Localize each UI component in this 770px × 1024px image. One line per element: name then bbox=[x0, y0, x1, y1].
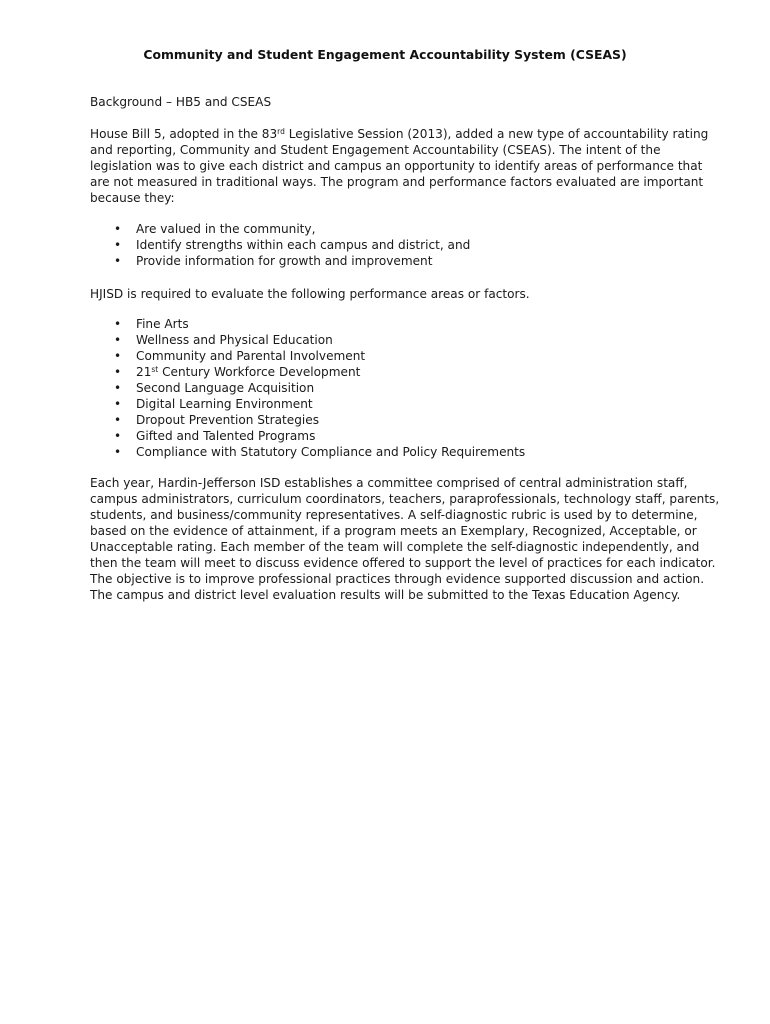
bullet-icon: • bbox=[114, 413, 122, 427]
list-item bbox=[90, 253, 700, 269]
bullet-icon: • bbox=[114, 365, 122, 379]
list-item-text: Provide information for growth and improvement bbox=[136, 254, 433, 268]
list-item-text: Community and Parental Involvement bbox=[136, 349, 366, 363]
list-item-text: Identify strengths within each campus and district, and bbox=[136, 238, 471, 252]
performance-areas-list bbox=[90, 316, 700, 460]
para1-ordinal-suffix: rd bbox=[277, 127, 285, 136]
committee-paragraph bbox=[90, 475, 720, 603]
list-item bbox=[90, 428, 700, 444]
list-item-text: Are valued in the community, bbox=[136, 222, 316, 236]
bullet-icon: • bbox=[114, 429, 122, 443]
list-item bbox=[90, 412, 700, 428]
bullet-icon: • bbox=[114, 317, 122, 331]
bullet-icon: • bbox=[114, 445, 122, 459]
list-item-text: Second Language Acquisition bbox=[136, 381, 315, 395]
section-heading: Background – HB5 and CSEAS bbox=[90, 95, 272, 109]
list-item bbox=[90, 348, 700, 364]
bullet-icon: • bbox=[114, 222, 122, 236]
list-item-text: 21 bbox=[136, 365, 152, 379]
page-title: Community and Student Engagement Accountability System (CSEAS) bbox=[143, 47, 627, 62]
list-item-text: Wellness and Physical Education bbox=[136, 333, 333, 347]
para1-text-start: House Bill 5, adopted in the 83 bbox=[90, 127, 278, 141]
committee-paragraph-text: Each year, Hardin-Jefferson ISD establishes a committee comprised of central administration staff, campus administrators, curriculum coordinators, teachers, paraprofessionals, technology staff, parents, students, and business/community representatives. A self-diagnostic rubric is used by to determine, based on the evidence of attainment, if a program meets an Exemplary, Recognized, Acceptable, or Unacceptable rating. Each member of the team will complete the self-diagnostic independently, and then the team will meet to discuss evidence offered to support the level of practices for each indicator. The objective is to improve professional practices through evidence supported discussion and action. The campus and district level evaluation results will be submitted to the Texas Education Agency. bbox=[90, 476, 720, 602]
list-item bbox=[90, 316, 700, 332]
para1-text-rest: Legislative Session (2013), added a new type of accountability rating and reporting, Community and Student Engagement Accountability (CSEAS). The intent of the legislation was to give each district and campus an opportunity to identify areas of performance that are not measured in traditional ways. The program and performance factors evaluated are important because they: bbox=[90, 127, 709, 205]
ordinal-suffix: st bbox=[151, 365, 159, 374]
background-paragraph bbox=[90, 126, 720, 206]
list-item bbox=[90, 380, 700, 396]
list-item-text: Fine Arts bbox=[136, 317, 189, 331]
bullet-icon: • bbox=[114, 349, 122, 363]
bullet-icon: • bbox=[114, 381, 122, 395]
list-item bbox=[90, 396, 700, 412]
list-item-text: Gifted and Talented Programs bbox=[136, 429, 316, 443]
list-item-text: Compliance with Statutory Compliance and Policy Requirements bbox=[136, 445, 526, 459]
reasons-list bbox=[90, 221, 700, 269]
list-item bbox=[90, 444, 700, 460]
list-item-text: Dropout Prevention Strategies bbox=[136, 413, 320, 427]
list-item bbox=[90, 332, 700, 348]
bullet-icon: • bbox=[114, 397, 122, 411]
bullet-icon: • bbox=[114, 238, 122, 252]
bullet-icon: • bbox=[114, 254, 122, 268]
list-item-text-rest: Century Workforce Development bbox=[158, 365, 361, 379]
list-item bbox=[90, 364, 700, 380]
performance-areas-intro: HJISD is required to evaluate the following performance areas or factors. bbox=[90, 287, 530, 301]
list-item bbox=[90, 221, 700, 237]
list-item bbox=[90, 237, 700, 253]
list-item-text: Digital Learning Environment bbox=[136, 397, 313, 411]
bullet-icon: • bbox=[114, 333, 122, 347]
